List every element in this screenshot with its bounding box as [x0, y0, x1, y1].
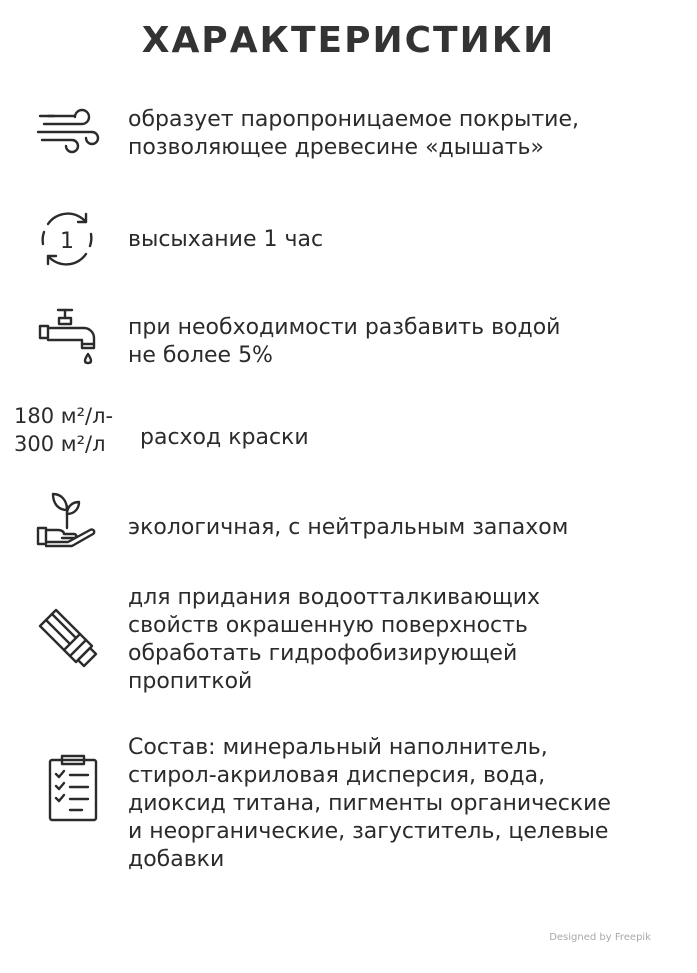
consumption-line: 300 м²/л: [14, 432, 106, 456]
feature-line: и неорганические, загуститель, целевые: [128, 819, 609, 844]
feature-line: при необходимости разбавить водой: [128, 315, 561, 340]
feature-line: добавки: [128, 847, 225, 872]
feature-text-consumption: [140, 424, 309, 452]
freepik-credit: Designed by Freepik: [549, 932, 651, 943]
paint-brush-icon: [34, 604, 100, 670]
water-tap-icon: [34, 304, 100, 370]
consumption-value: [14, 402, 113, 458]
feature-line: расход краски: [140, 425, 309, 450]
eco-plant-hand-icon: [34, 484, 100, 550]
feature-text-composition: [128, 734, 611, 874]
wind-icon: [34, 96, 100, 162]
feature-line: для придания водоотталкивающих: [128, 585, 541, 610]
feature-text-eco: [128, 514, 568, 542]
feature-line: обработать гидрофобизирующей: [128, 641, 518, 666]
feature-line: экологичная, с нейтральным запахом: [128, 515, 569, 540]
feature-text-water-repellent: [128, 584, 540, 696]
feature-line: стирол-акриловая дисперсия, вода,: [128, 763, 546, 788]
feature-line: высыхание 1 час: [128, 227, 324, 252]
feature-line: не более 5%: [128, 343, 273, 368]
feature-text-vapor: [128, 106, 579, 162]
svg-text:1: 1: [60, 229, 74, 254]
cycle-one-icon: [34, 206, 100, 272]
feature-text-drying: [128, 226, 323, 254]
feature-line: пропиткой: [128, 669, 253, 694]
feature-line: образует паропроницаемое покрытие,: [128, 107, 579, 132]
consumption-line: 180 м²/л-: [14, 404, 114, 428]
clipboard-checklist-icon: [42, 752, 104, 824]
feature-line: позволяющее древесине «дышать»: [128, 135, 544, 160]
feature-line: диоксид титана, пигменты органические: [128, 791, 611, 816]
feature-line: Состав: минеральный наполнитель,: [128, 735, 548, 760]
feature-line: свойств окрашенную поверхность: [128, 613, 528, 638]
page-title: ХАРАКТЕРИСТИКИ: [141, 20, 556, 61]
feature-text-dilution: [128, 314, 560, 370]
